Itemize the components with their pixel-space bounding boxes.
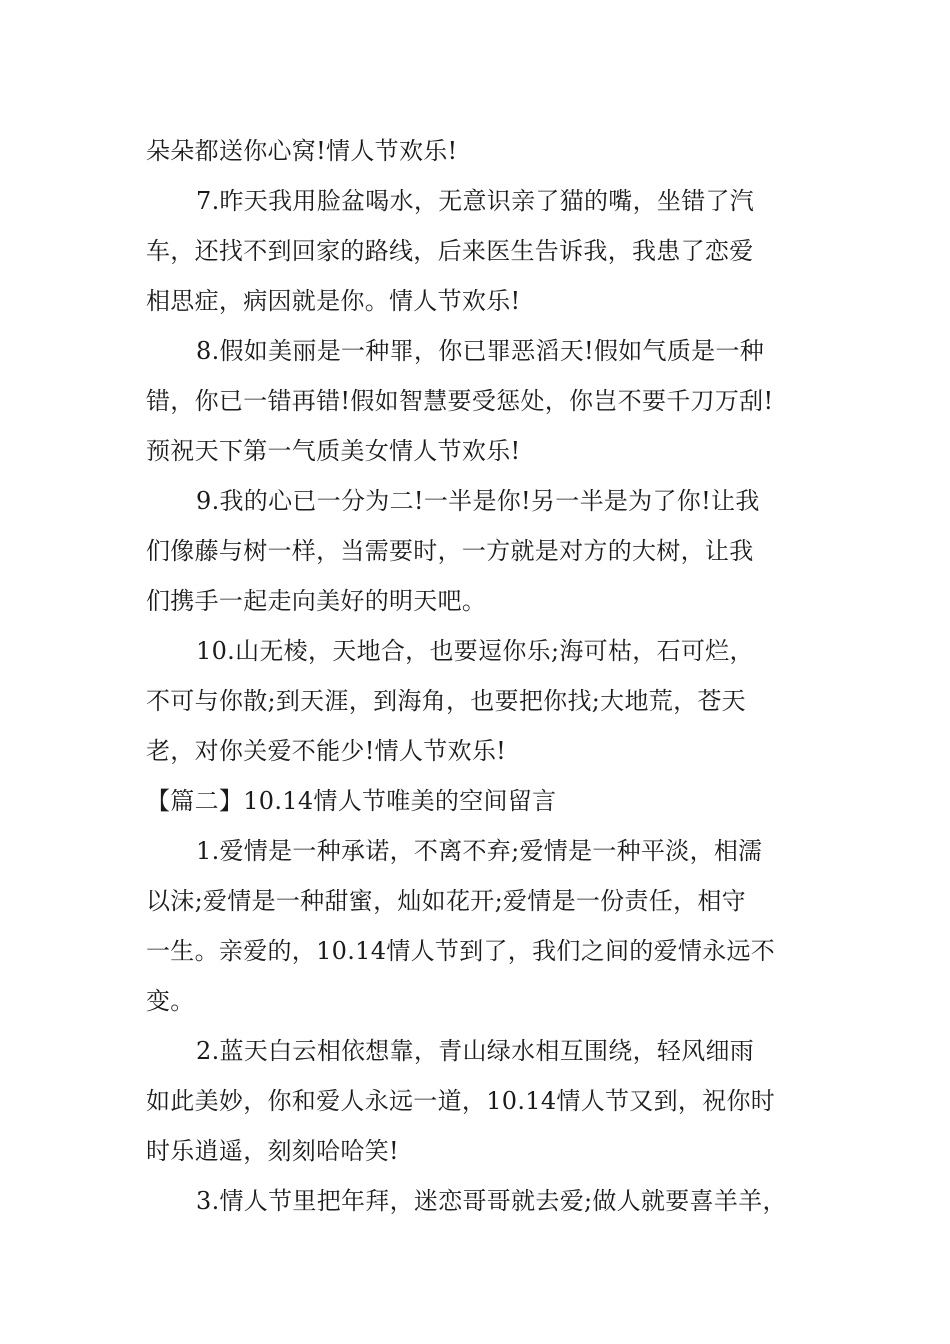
paragraph-9-line: 们像藤与树一样，当需要时，一方就是对方的大树，让我 (146, 537, 754, 565)
section-heading: 【篇二】10.14情人节唯美的空间留言 (146, 787, 557, 815)
text-line: 朵朵都送你心窝!情人节欢乐! (146, 137, 458, 165)
paragraph-1-line: 一生。亲爱的，10.14情人节到了，我们之间的爱情永远不 (146, 937, 776, 965)
paragraph-10-line: 不可与你散;到天涯，到海角，也要把你找;大地荒，苍天 (146, 687, 746, 715)
paragraph-8-line: 预祝天下第一气质美女情人节欢乐! (146, 437, 521, 465)
paragraph-1-line: 1.爱情是一种承诺，不离不弃;爱情是一种平淡，相濡 (196, 837, 763, 865)
paragraph-9-line: 们携手一起走向美好的明天吧。 (146, 587, 487, 615)
paragraph-1-line: 以沫;爱情是一种甜蜜，灿如花开;爱情是一份责任，相守 (146, 887, 746, 915)
paragraph-7-line: 相思症，病因就是你。情人节欢乐! (146, 287, 521, 315)
paragraph-1-line: 变。 (146, 987, 195, 1015)
paragraph-2-line: 2.蓝天白云相依想靠，青山绿水相互围绕，轻风细雨 (196, 1037, 755, 1065)
paragraph-7-line: 车，还找不到回家的路线，后来医生告诉我，我患了恋爱 (146, 237, 754, 265)
paragraph-3-line: 3.情人节里把年拜，迷恋哥哥就去爱;做人就要喜羊羊， (196, 1187, 787, 1215)
paragraph-8-line: 8.假如美丽是一种罪，你已罪恶滔天!假如气质是一种 (196, 337, 765, 365)
paragraph-2-line: 时乐逍遥，刻刻哈哈笑! (146, 1137, 399, 1165)
document-body (146, 126, 836, 1226)
paragraph-7-line: 7.昨天我用脸盆喝水，无意识亲了猫的嘴，坐错了汽 (196, 187, 755, 215)
paragraph-8-line: 错，你已一错再错!假如智慧要受惩处，你岂不要千刀万刮! (146, 387, 774, 415)
paragraph-9-line: 9.我的心已一分为二!一半是你!另一半是为了你!让我 (196, 487, 760, 515)
paragraph-10-line: 10.山无棱，天地合，也要逗你乐;海可枯，石可烂， (196, 637, 754, 665)
paragraph-10-line: 老，对你关爱不能少!情人节欢乐! (146, 737, 507, 765)
paragraph-2-line: 如此美妙，你和爱人永远一道，10.14情人节又到，祝你时 (146, 1087, 776, 1115)
